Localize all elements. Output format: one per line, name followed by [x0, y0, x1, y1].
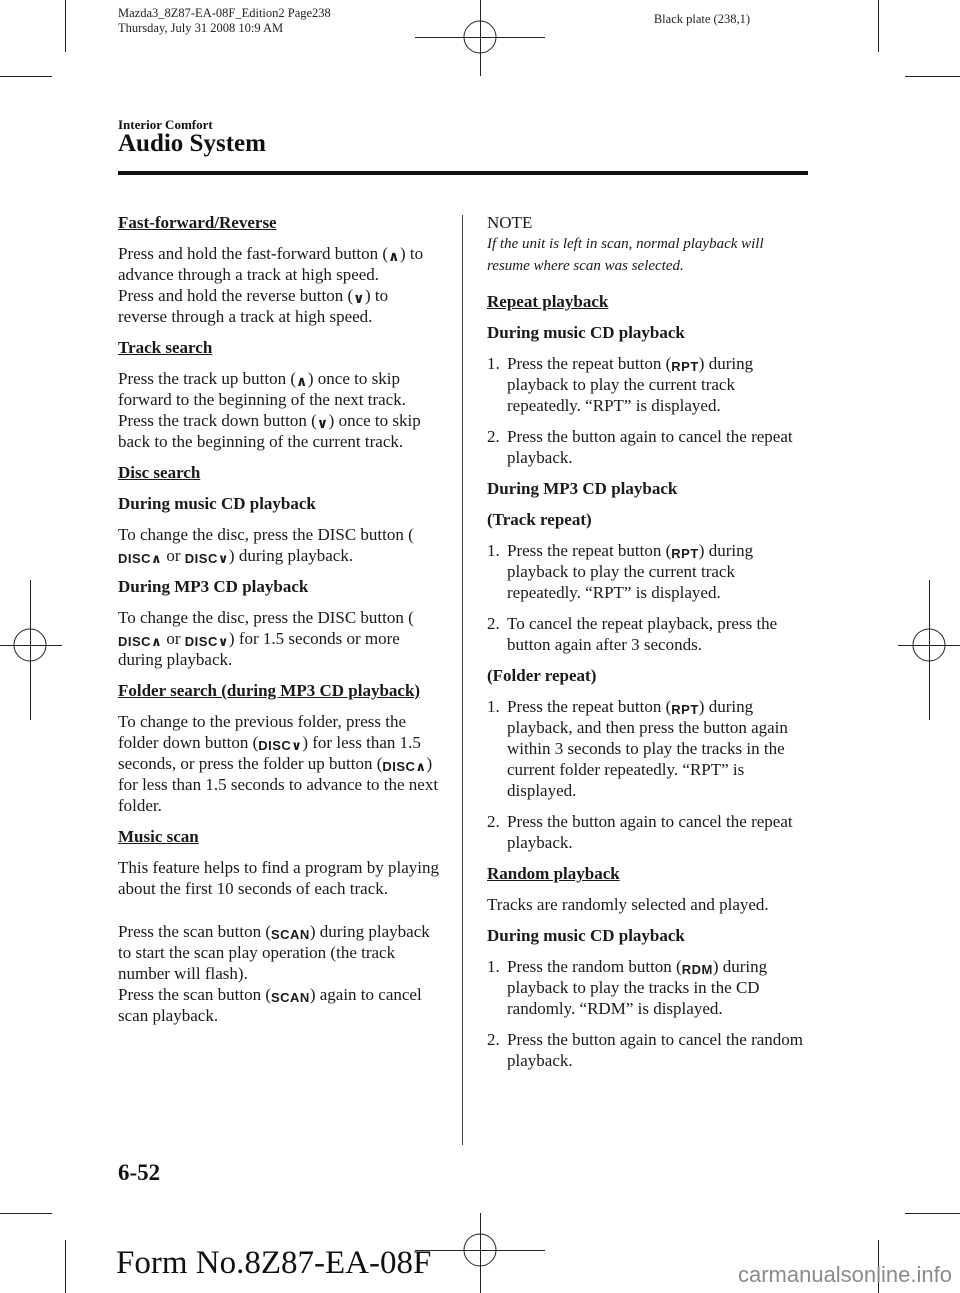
list-item: 2. Press the button again to cancel the repeat playback.	[487, 812, 793, 852]
subheading: During music CD playback	[118, 494, 316, 513]
paragraph: Press the scan button (SCAN) during playback to start the scan play operation (the track number will flash). Press the scan button (SCAN) again to cancel scan playback.	[118, 922, 430, 1025]
subheading: (Track repeat)	[487, 510, 592, 529]
heading-fast-forward: Fast-forward/Reverse	[118, 213, 277, 232]
page-number: 6-52	[118, 1160, 161, 1185]
paragraph: To change to the previous folder, press the folder down button (DISC∨) for less than 1.5 seconds, or press the folder up button (DISC∧) for less than 1.5 seconds to advance to the next folder.	[118, 712, 439, 815]
disc-down-icon: DISC∨	[258, 738, 303, 753]
paragraph: Press the track up button (∧) once to skip forward to the beginning of the next track. Press the track down button (∨) once to skip back to the beginning of the current track.	[118, 369, 421, 451]
rdm-icon: RDM	[681, 962, 713, 977]
down-arrow-icon: ∨	[353, 290, 365, 306]
down-arrow-icon: ∨	[316, 415, 329, 431]
rpt-icon: RPT	[671, 359, 699, 374]
list-item: 2. To cancel the repeat playback, press the button again after 3 seconds.	[487, 614, 778, 654]
note-title: NOTE	[487, 213, 533, 232]
list-item: 1. Press the repeat button (RPT) during playback to play the current track repeatedly. “RPT” is displayed.	[487, 354, 754, 415]
heading-music-scan: Music scan	[118, 827, 199, 846]
disc-up-icon: DISC∧	[382, 759, 427, 774]
section-label: Interior Comfort	[118, 117, 213, 132]
paragraph: To change the disc, press the DISC button (DISC∧ or DISC∨) during playback.	[118, 525, 414, 566]
right-column	[487, 212, 809, 1081]
up-arrow-icon: ∧	[388, 248, 400, 264]
subheading: During MP3 CD playback	[487, 479, 678, 498]
scan-icon: SCAN	[270, 927, 310, 942]
file-line: Mazda3_8Z87-EA-08F_Edition2 Page238	[118, 6, 331, 20]
subheading: (Folder repeat)	[487, 666, 597, 685]
list-item: 1. Press the repeat button (RPT) during playback, and then press the button again within 3 seconds to play the tracks in the current folder repeatedly. “RPT” is displayed.	[487, 697, 788, 800]
form-number: Form No.8Z87-EA-08F	[116, 1245, 432, 1281]
disc-down-icon: DISC∨	[184, 634, 229, 649]
watermark: carmanualsonline.info	[737, 1262, 952, 1287]
left-column	[118, 212, 440, 1036]
disc-down-icon: DISC∨	[184, 551, 229, 566]
paragraph: Press and hold the fast-forward button (∧) to advance through a track at high speed. Press and hold the reverse button (∨) to reverse through a track at high speed.	[118, 244, 424, 326]
column-divider	[462, 215, 463, 1145]
disc-up-icon: DISC∧	[118, 551, 163, 566]
print-metadata	[118, 6, 331, 36]
date-line: Thursday, July 31 2008 10:9 AM	[118, 21, 284, 35]
title-rule	[118, 171, 808, 175]
page-title: Audio System	[118, 130, 266, 157]
up-arrow-icon: ∧	[296, 373, 308, 389]
heading-repeat-playback: Repeat playback	[487, 292, 609, 311]
heading-disc-search: Disc search	[118, 463, 201, 482]
subheading: During music CD playback	[487, 926, 685, 945]
list-item: 1. Press the repeat button (RPT) during playback to play the current track repeatedly. “RPT” is displayed.	[487, 541, 754, 602]
list-item: 2. Press the button again to cancel the repeat playback.	[487, 427, 793, 467]
rpt-icon: RPT	[671, 702, 699, 717]
heading-track-search: Track search	[118, 338, 213, 357]
paragraph: To change the disc, press the DISC button (DISC∧ or DISC∨) for 1.5 seconds or more during playback.	[118, 608, 414, 669]
subheading: During music CD playback	[487, 323, 685, 342]
subheading: During MP3 CD playback	[118, 577, 309, 596]
scan-icon: SCAN	[270, 990, 310, 1005]
heading-random-playback: Random playback	[487, 864, 620, 883]
paragraph: Tracks are randomly selected and played.	[487, 895, 769, 914]
paragraph: This feature helps to find a program by playing about the first 10 seconds of each track.	[118, 858, 440, 898]
note-text: If the unit is left in scan, normal playback will resume where scan was selected.	[487, 236, 764, 274]
list-item: 1. Press the random button (RDM) during playback to play the tracks in the CD randomly. “RDM” is displayed.	[487, 957, 768, 1018]
rpt-icon: RPT	[671, 546, 699, 561]
disc-up-icon: DISC∧	[118, 634, 163, 649]
list-item: 2. Press the button again to cancel the random playback.	[487, 1030, 803, 1070]
plate-label: Black plate (238,1)	[653, 12, 750, 26]
heading-folder-search: Folder search (during MP3 CD playback)	[118, 681, 421, 700]
